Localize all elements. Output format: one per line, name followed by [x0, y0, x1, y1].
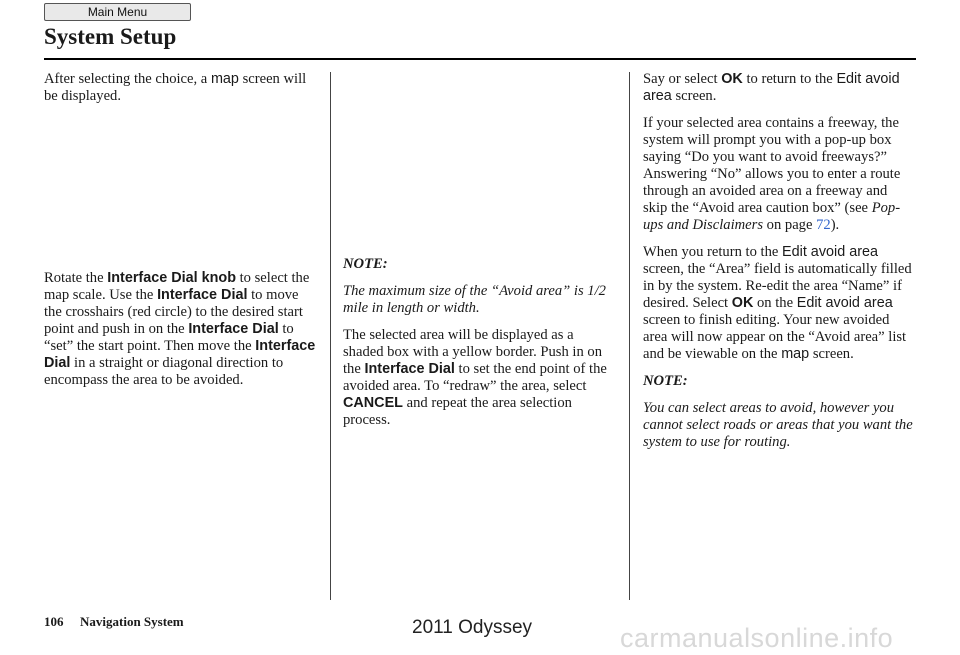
- col3-paragraph-1: [643, 71, 915, 105]
- page-72-link[interactable]: 72: [816, 217, 831, 233]
- edit-avoid-area-term: Edit avoid area: [782, 244, 879, 260]
- column-divider-1: [330, 72, 331, 600]
- popups-disclaimers-ref: Pop-ups and Disclaimers: [643, 200, 901, 233]
- map-term: map: [781, 346, 810, 362]
- page-title: System Setup: [44, 24, 177, 49]
- text-run: and repeat the area selection process.: [343, 395, 572, 428]
- cancel-term: CANCEL: [343, 395, 403, 411]
- interface-dial-knob-term: Interface Dial knob: [107, 270, 236, 286]
- col1-paragraph-1: [44, 71, 316, 105]
- text-run: The selected area will be displayed as a shaded box with a yellow border. Push in on the: [343, 327, 603, 377]
- text-run: Say or select: [643, 71, 722, 87]
- text-run: ).: [830, 217, 840, 233]
- text-run: to “set” the start point. Then move the: [44, 321, 294, 354]
- interface-dial-term: Interface Dial: [157, 287, 248, 303]
- text-run: in a straight or diagonal direction to encompass the area to be avoided.: [44, 355, 284, 388]
- text-run: screen, the “Area” field is automatically filled in by the system. Re-edit the area “Name” if desired. Select: [643, 261, 912, 311]
- text-run: screen.: [671, 88, 717, 104]
- edit-avoid-area-term: Edit avoid area: [796, 295, 893, 311]
- ok-term: OK: [721, 71, 743, 87]
- text-run: If your selected area contains a freeway, the system will prompt you with a pop-up box saying “Do you want to avoid freeways?” Answering “No” allows you to enter a route through an avoided area on a freeway and skip the “Avoid area caution box” (see: [643, 115, 901, 216]
- text-run: Rotate the: [44, 270, 108, 286]
- text-run: screen to finish editing. Your new avoided area will now appear on the “Avoid area” list and be viewable on the: [643, 312, 907, 362]
- col1-paragraph-2: [44, 270, 316, 389]
- interface-dial-term: Interface Dial: [188, 321, 279, 337]
- column-1: [44, 71, 316, 399]
- interface-dial-term: Interface Dial: [364, 361, 455, 377]
- column-divider-2: [629, 72, 630, 600]
- edit-avoid-area-term: Edit avoid area: [643, 71, 900, 104]
- main-menu-button[interactable]: Main Menu: [44, 3, 191, 21]
- page-number: 106: [44, 614, 64, 629]
- text-run: on page: [763, 217, 817, 233]
- text-run: on the: [753, 295, 797, 311]
- col2-paragraph-1: [343, 327, 615, 429]
- footer-section-label: Navigation System: [80, 614, 184, 629]
- note-text: The maximum size of the “Avoid area” is 1/2 mile in length or width.: [343, 283, 606, 316]
- text-run: screen will be displayed.: [44, 71, 307, 104]
- header-rule: [44, 58, 916, 60]
- text-run: to return to the: [742, 71, 837, 87]
- column-3: [643, 71, 915, 461]
- text-run: to move the crosshairs (red circle) to the desired start point and push in on the: [44, 287, 303, 337]
- text-run: to set the end point of the avoided area. To “redraw” the area, select: [343, 361, 607, 394]
- site-watermark: carmanualsonline.info: [620, 623, 894, 653]
- col3-paragraph-2: [643, 115, 915, 234]
- text-run: screen.: [809, 346, 854, 362]
- note-label: NOTE:: [643, 373, 688, 389]
- text-run: to select the map scale. Use the: [44, 270, 310, 303]
- interface-dial-term: Interface Dial: [44, 338, 316, 371]
- text-run: After selecting the choice, a: [44, 71, 211, 87]
- map-term: map: [210, 71, 239, 87]
- note-label: NOTE:: [343, 256, 388, 272]
- note-text: You can select areas to avoid, however you cannot select roads or areas that you want the system to use for routing.: [643, 400, 913, 450]
- column-2: [343, 256, 615, 439]
- ok-term: OK: [731, 295, 754, 311]
- col3-paragraph-3: [643, 244, 915, 363]
- model-watermark: 2011 Odyssey: [412, 617, 533, 638]
- text-run: When you return to the: [643, 244, 783, 260]
